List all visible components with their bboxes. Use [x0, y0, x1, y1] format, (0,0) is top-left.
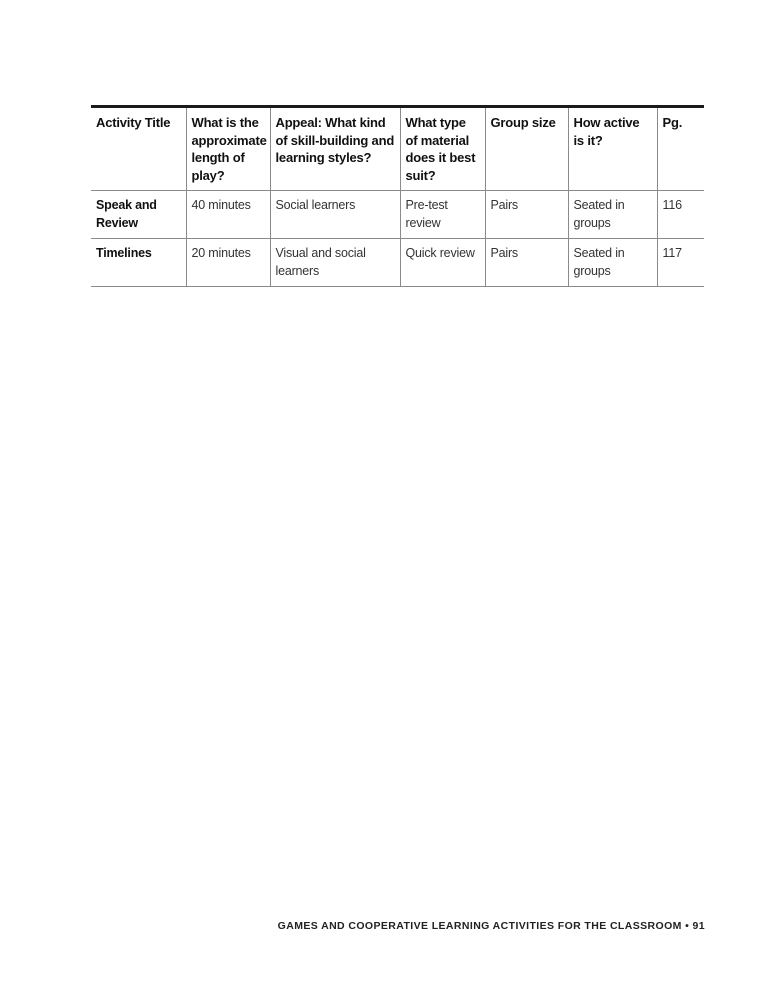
table-row	[91, 191, 704, 239]
column-header-activity-title: Activity Title	[91, 107, 186, 191]
cell-activity-level: Seated in groups	[568, 191, 657, 239]
column-header-group-size: Group size	[485, 107, 568, 191]
cell-appeal: Social learners	[270, 191, 400, 239]
column-header-appeal: Appeal: What kind of skill-building and learning styles?	[270, 107, 400, 191]
column-header-activity-level: How active is it?	[568, 107, 657, 191]
cell-activity-level: Seated in groups	[568, 239, 657, 287]
cell-appeal: Visual and social learners	[270, 239, 400, 287]
cell-material: Quick review	[400, 239, 485, 287]
cell-activity-title: Timelines	[91, 239, 186, 287]
cell-length: 40 minutes	[186, 191, 270, 239]
cell-group-size: Pairs	[485, 191, 568, 239]
table-header-row	[91, 107, 704, 191]
cell-page: 117	[657, 239, 704, 287]
cell-page: 116	[657, 191, 704, 239]
table-row	[91, 239, 704, 287]
cell-length: 20 minutes	[186, 239, 270, 287]
cell-group-size: Pairs	[485, 239, 568, 287]
cell-material: Pre-test review	[400, 191, 485, 239]
column-header-length: What is the approximate length of play?	[186, 107, 270, 191]
page-footer: GAMES AND COOPERATIVE LEARNING ACTIVITIES FOR THE CLASSROOM • 91	[277, 920, 705, 932]
cell-activity-title: Speak and Review	[91, 191, 186, 239]
column-header-page: Pg.	[657, 107, 704, 191]
activities-table	[91, 105, 704, 287]
column-header-material: What type of material does it best suit?	[400, 107, 485, 191]
